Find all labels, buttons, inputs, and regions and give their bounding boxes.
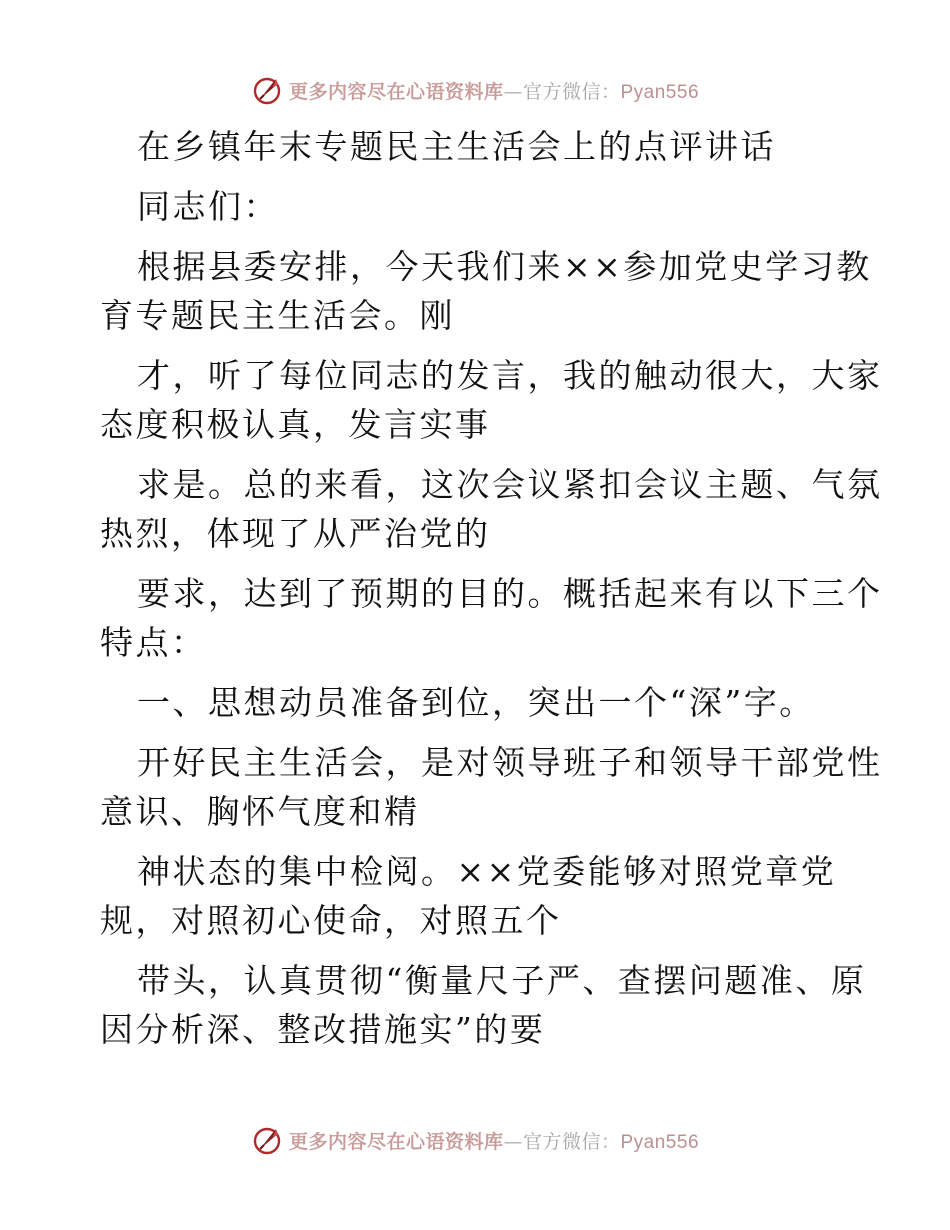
salutation: 同志们： (137, 187, 279, 226)
paragraph-line: 育专题民主生活会。刚 (100, 296, 455, 335)
section-heading: 一、思想动员准备到位，突出一个“深”字。 (137, 683, 815, 722)
paragraph-line: 带头，认真贯彻“衡量尺子严、查摆问题准、原 (137, 961, 867, 1000)
header-watermark-text: 更多内容尽在心语资料库—官方微信：Pyan556 (288, 80, 700, 103)
paragraph-line: 态度积极认真，发言实事 (100, 405, 491, 444)
paragraph-line: 要求，达到了预期的目的。概括起来有以下三个 (137, 574, 883, 613)
document-body (100, 122, 883, 1054)
paragraph-line: 求是。总的来看，这次会议紧扣会议主题、气氛 (137, 465, 883, 504)
paragraph-line: 特点： (100, 623, 207, 662)
paragraph-line: 意识、胸怀气度和精 (100, 792, 420, 831)
header-watermark-banner (0, 70, 950, 110)
paragraph-line: 因分析深、整改措施实”的要 (100, 1010, 546, 1049)
paragraph-line: 根据县委安排，今天我们来××参加党史学习教 (137, 247, 872, 286)
paragraph-line: 热烈，体现了从严治党的 (100, 514, 491, 553)
footer-watermark-text: 更多内容尽在心语资料库—官方微信：Pyan556 (288, 1130, 700, 1153)
paragraph-line: 开好民主生活会，是对领导班子和领导干部党性 (137, 743, 883, 782)
footer-watermark-banner (0, 1120, 950, 1160)
quill-logo-icon (251, 74, 283, 106)
paragraph-line: 神状态的集中检阅。××党委能够对照党章党 (137, 852, 837, 891)
quill-logo-icon (251, 1124, 283, 1156)
paragraph-line: 才，听了每位同志的发言，我的触动很大，大家 (137, 356, 883, 395)
document-title: 在乡镇年末专题民主生活会上的点评讲话 (137, 127, 776, 166)
paragraph-line: 规，对照初心使命，对照五个 (100, 901, 562, 940)
